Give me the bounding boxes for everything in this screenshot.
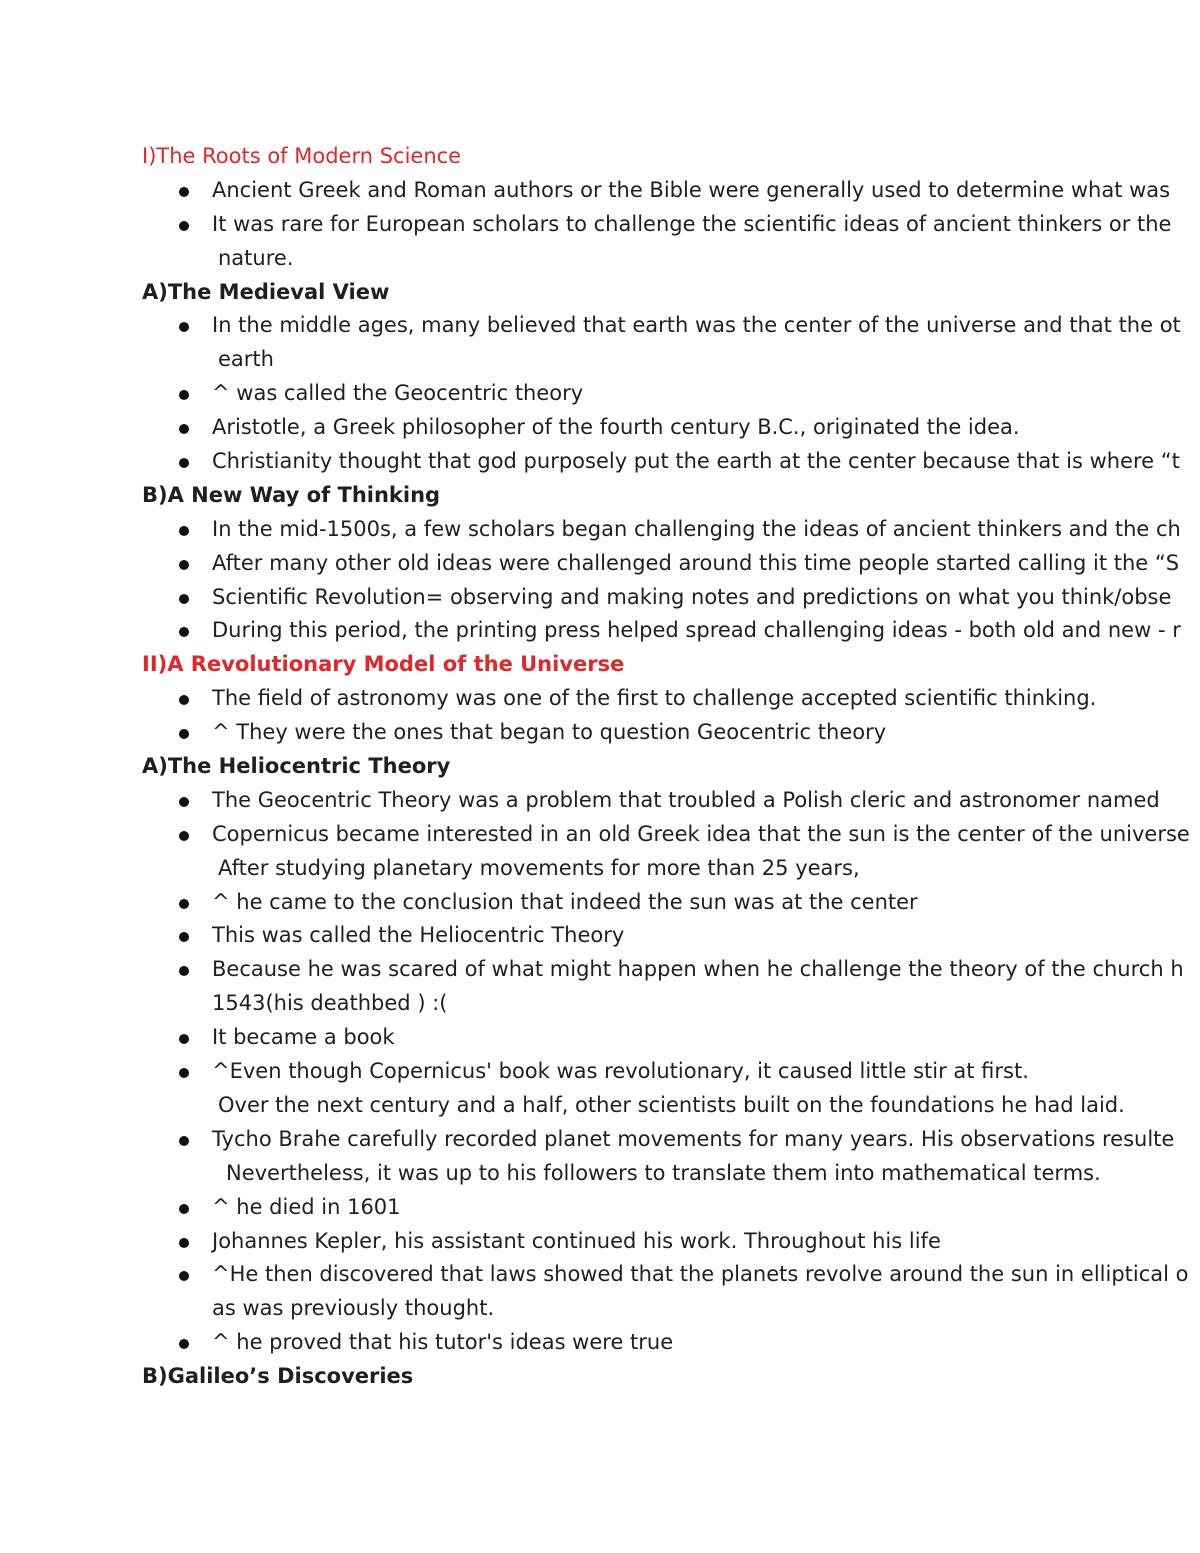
bullet-dot-icon [179, 1339, 189, 1349]
section-heading: I)The Roots of Modern Science [142, 144, 462, 168]
bullet-dot-icon [179, 695, 189, 705]
continuation-line: as was previously thought. [212, 1296, 495, 1321]
bullet-dot-icon [179, 187, 189, 197]
section-heading: A)The Heliocentric Theory [142, 754, 451, 779]
continuation-line: nature. [218, 245, 294, 270]
bullet-item: Johannes Kepler, his assistant continued his work. Throughout his life [142, 1225, 1200, 1259]
bullet-item: ^ he proved that his tutor's ideas were true [142, 1326, 1200, 1360]
bullet-dot-icon [179, 322, 189, 332]
continuation-line: Nevertheless, it was up to his followers to translate them into mathematical terms. [226, 1160, 1101, 1185]
bullet-dot-icon [179, 458, 189, 468]
bullet-item: In the middle ages, many believed that earth was the center of the universe and that the ot [142, 309, 1200, 343]
bullet-dot-icon [179, 390, 189, 400]
bullet-item: Copernicus became interested in an old Greek idea that the sun is the center of the universe [142, 818, 1200, 852]
bullet-item: ^He then discovered that laws showed that the planets revolve around the sun in elliptical o [142, 1258, 1200, 1292]
bullet-dot-icon [179, 594, 189, 604]
bullet-item: During this period, the printing press helped spread challenging ideas - both old and new - r [142, 614, 1200, 648]
bullet-item: ^ he came to the conclusion that indeed the sun was at the center [142, 886, 1200, 920]
continuation-line: Over the next century and a half, other scientists built on the foundations he had laid. [218, 1092, 1125, 1117]
bullet-dot-icon [179, 899, 189, 909]
bullet-dot-icon [179, 932, 189, 942]
bullet-dot-icon [179, 526, 189, 536]
continuation-line: 1543(his deathbed ) :( [212, 991, 448, 1016]
bullet-item: In the mid-1500s, a few scholars began challenging the ideas of ancient thinkers and the ch [142, 513, 1200, 547]
bullet-dot-icon [179, 966, 189, 976]
bullet-item: ^ was called the Geocentric theory [142, 377, 1200, 411]
bullet-item: Scientific Revolution= observing and making notes and predictions on what you think/obse [142, 581, 1200, 615]
bullet-dot-icon [179, 831, 189, 841]
bullet-item: ^ he died in 1601 [142, 1191, 1200, 1225]
bullet-dot-icon [179, 1068, 189, 1078]
bullet-item: This was called the Heliocentric Theory [142, 919, 1200, 953]
bullet-item: Christianity thought that god purposely put the earth at the center because that is where “t [142, 445, 1200, 479]
document-page [142, 140, 1200, 1394]
bullet-item: Aristotle, a Greek philosopher of the fourth century B.C., originated the idea. [142, 411, 1200, 445]
bullet-dot-icon [179, 1136, 189, 1146]
bullet-dot-icon [179, 797, 189, 807]
bullet-item: After many other old ideas were challenged around this time people started calling it the “S [142, 547, 1200, 581]
bullet-dot-icon [179, 1238, 189, 1248]
bullet-dot-icon [179, 1204, 189, 1214]
bullet-dot-icon [179, 560, 189, 570]
section-heading: B)Galileo’s Discoveries [142, 1364, 414, 1389]
bullet-item: Because he was scared of what might happen when he challenge the theory of the church h [142, 953, 1200, 987]
bullet-item: Tycho Brahe carefully recorded planet movements for many years. His observations resulte [142, 1123, 1200, 1157]
bullet-dot-icon [179, 729, 189, 739]
bullet-item: The field of astronomy was one of the first to challenge accepted scientific thinking. [142, 682, 1200, 716]
bullet-dot-icon [179, 1034, 189, 1044]
bullet-item: Ancient Greek and Roman authors or the Bible were generally used to determine what was [142, 174, 1200, 208]
bullet-item: The Geocentric Theory was a problem that troubled a Polish cleric and astronomer named [142, 784, 1200, 818]
bullet-dot-icon [179, 1271, 189, 1281]
section-heading: B)A New Way of Thinking [142, 482, 441, 507]
bullet-item: ^ They were the ones that began to question Geocentric theory [142, 716, 1200, 750]
continuation-line: After studying planetary movements for more than 25 years, [218, 855, 860, 880]
bullet-dot-icon [179, 424, 189, 434]
bullet-item: It was rare for European scholars to challenge the scientific ideas of ancient thinkers or the [142, 208, 1200, 242]
continuation-line: earth [218, 347, 274, 372]
section-heading: A)The Medieval View [142, 279, 390, 304]
bullet-item: ^Even though Copernicus' book was revolutionary, it caused little stir at first. [142, 1055, 1200, 1089]
bullet-item: It became a book [142, 1021, 1200, 1055]
bullet-dot-icon [179, 627, 189, 637]
section-heading: II)A Revolutionary Model of the Universe [142, 652, 625, 677]
bullet-dot-icon [179, 221, 189, 231]
